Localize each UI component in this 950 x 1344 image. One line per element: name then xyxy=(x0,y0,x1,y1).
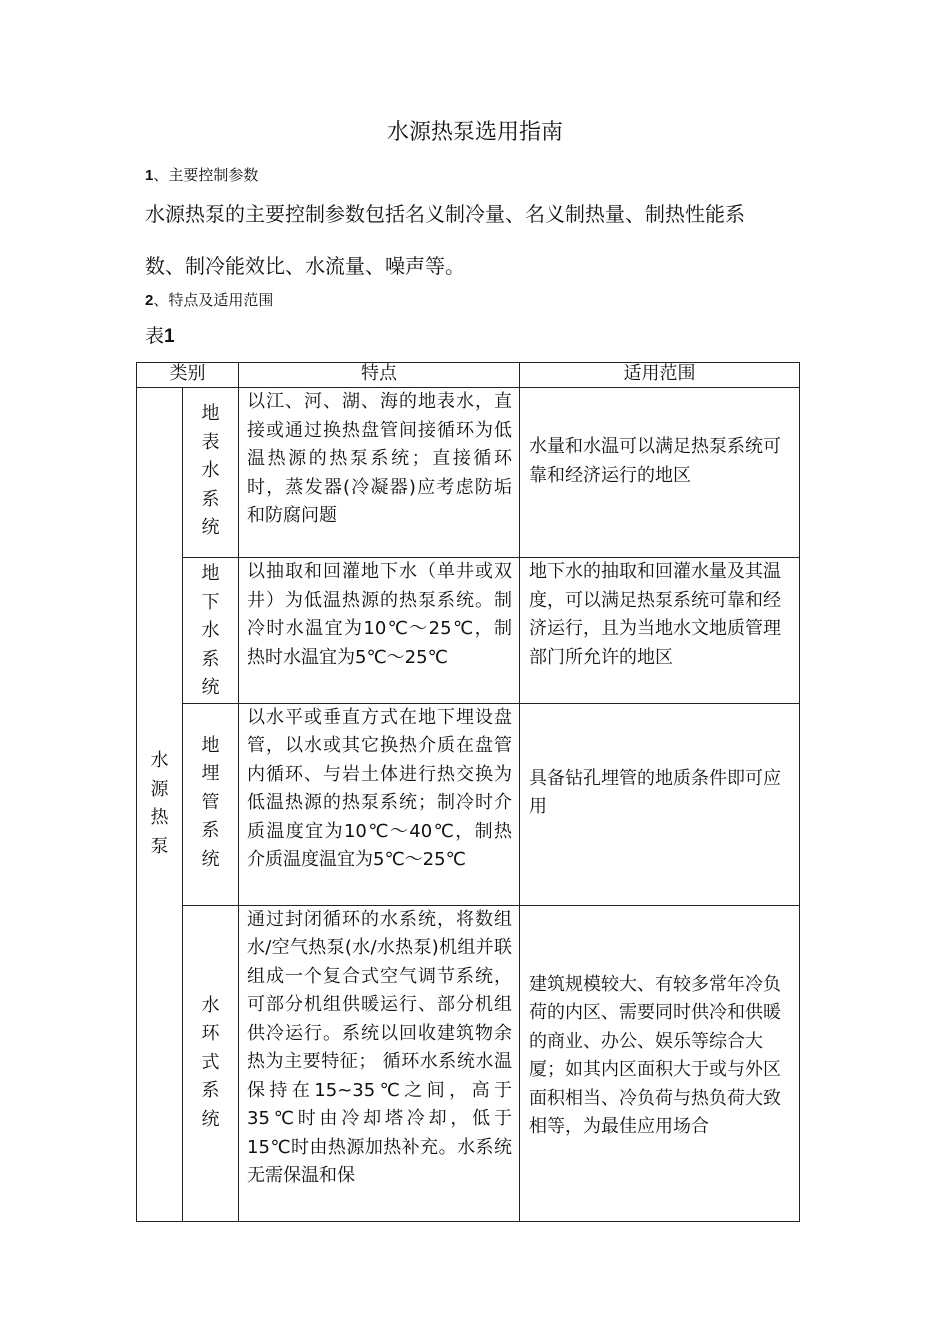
scope-text: 具备钻孔埋管的地质条件即可应用 xyxy=(529,767,781,817)
table-caption-number: 1 xyxy=(164,326,175,347)
section-1-label: 、主要控制参数 xyxy=(153,166,259,184)
category-label: 水源热泵 xyxy=(150,750,169,857)
features-text: 通过封闭循环的水系统，将数组水/空气热泵(水/水热泵)机组并联组成一个复合式空气调节系统，可部分机组供暖运行、部分机组供冷运行。系统以回收建筑物余热为主要特征； 循环水系统水温保持在15~35℃之间，高于35℃时由冷却塔冷却，低于15℃时由热源加热补充。水系统无需保温和保 xyxy=(247,908,512,1186)
table-row xyxy=(137,558,800,704)
paragraph-line-1: 水源热泵的主要控制参数包括名义制冷量、名义制热量、制热性能系 xyxy=(145,202,745,226)
subcategory-label: 水环式系统 xyxy=(201,994,220,1130)
features-cell: 以江、河、湖、海的地表水，直接或通过换热盘管间接循环为低温热源的热泵系统；直接循环时，蒸发器(冷凝器)应考虑防垢和防腐问题 xyxy=(239,388,520,558)
table-row xyxy=(137,703,800,905)
scope-text: 建筑规模较大、有较多常年冷负荷的内区、需要同时供冷和供暖的商业、办公、娱乐等综合大厦；如其内区面积大于或与外区面积相当、冷负荷与热负荷大致相等，为最佳应用场合 xyxy=(529,973,781,1137)
subcategory-cell xyxy=(183,558,239,704)
scope-cell xyxy=(520,388,800,558)
document-title: 水源热泵选用指南 xyxy=(386,120,563,145)
paragraph-line-2: 数、制冷能效比、水流量、噪声等。 xyxy=(145,254,465,278)
table-header-row xyxy=(137,363,800,388)
header-features: 特点 xyxy=(239,363,520,388)
features-cell: 以水平或垂直方式在地下埋设盘管，以水或其它换热介质在盘管内循环、与岩土体进行热交换为低温热源的热泵系统；制冷时介质温度宜为10℃～40℃，制热介质温度温宜为5℃～25℃ xyxy=(239,703,520,905)
table-row xyxy=(137,905,800,1221)
subcategory-label: 地埋管系统 xyxy=(201,734,220,870)
table-caption-prefix: 表 xyxy=(145,325,165,347)
section-1-number: 1 xyxy=(145,167,154,184)
scope-cell xyxy=(520,905,800,1221)
subcategory-cell xyxy=(183,905,239,1221)
section-2-number: 2 xyxy=(145,292,154,309)
heat-pump-table xyxy=(136,362,800,1222)
scope-cell xyxy=(520,703,800,905)
section-2-heading xyxy=(145,289,273,312)
scope-text: 水量和水温可以满足热泵系统可靠和经济运行的地区 xyxy=(529,436,781,486)
subcategory-label: 地表水系统 xyxy=(201,403,220,538)
scope-cell: 地下水的抽取和回灌水量及其温度，可以满足热泵系统可靠和经济运行，且为当地水文地质管理部门所允许的地区 xyxy=(520,558,800,704)
subcategory-cell xyxy=(183,703,239,905)
subcategory-cell xyxy=(183,388,239,558)
table-caption xyxy=(145,322,175,351)
section-1-paragraph xyxy=(145,188,815,292)
header-scope: 适用范围 xyxy=(520,363,800,388)
table-row xyxy=(137,388,800,558)
section-1-heading xyxy=(145,164,258,187)
subcategory-label: 地下水系统 xyxy=(201,563,220,698)
category-cell xyxy=(137,388,183,1222)
header-category: 类别 xyxy=(137,363,239,388)
features-cell xyxy=(239,905,520,1221)
features-cell: 以抽取和回灌地下水（单井或双井）为低温热源的热泵系统。制冷时水温宜为10℃～25℃，制热时水温宜为5℃～25℃ xyxy=(239,558,520,704)
section-2-label: 、特点及适用范围 xyxy=(153,291,274,309)
